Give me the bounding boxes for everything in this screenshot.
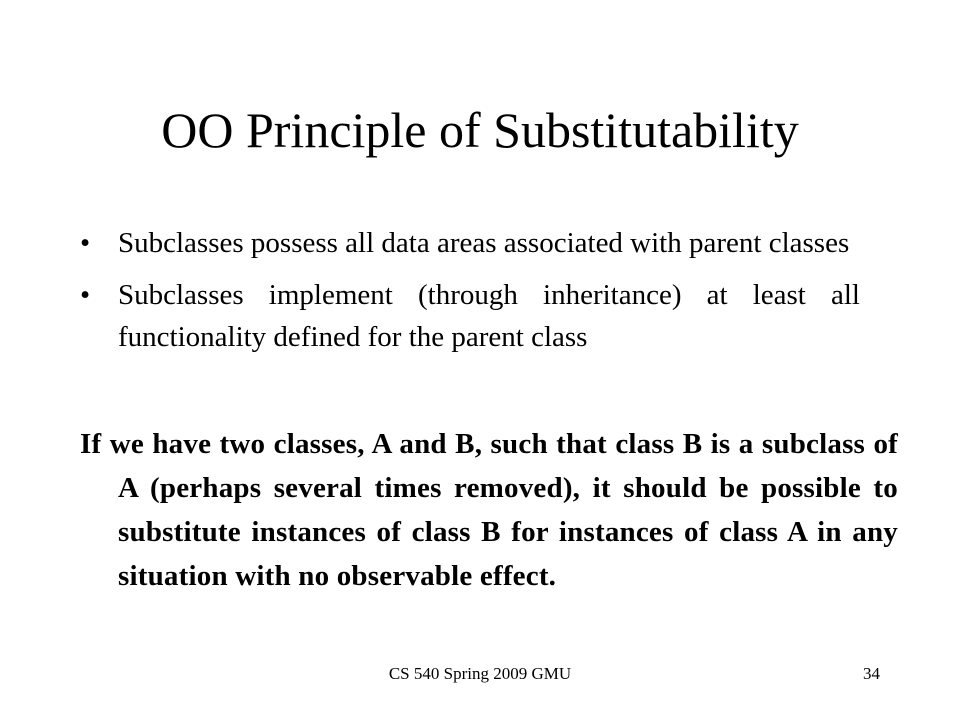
bullet-text: Subclasses implement (through inheritance) at least all functionality defined for the parent class	[118, 279, 860, 353]
bullet-marker: •	[80, 279, 91, 311]
footer-course: CS 540 Spring 2009 GMU	[388, 664, 572, 683]
bullet-list	[80, 222, 860, 368]
bullet-item	[80, 222, 860, 264]
principle-statement: If we have two classes, A and B, such that class B is a subclass of A (perhaps several times removed), it should be possible to substitute instances of class B for instances of class A in any situation with no observable effect.	[80, 428, 898, 592]
slide-title: OO Principle of Substitutability	[161, 102, 799, 158]
bullet-marker: •	[80, 227, 91, 259]
bullet-text: Subclasses possess all data areas associated with parent classes	[118, 227, 850, 259]
page-number: 34	[863, 664, 880, 683]
bullet-item	[80, 274, 860, 358]
